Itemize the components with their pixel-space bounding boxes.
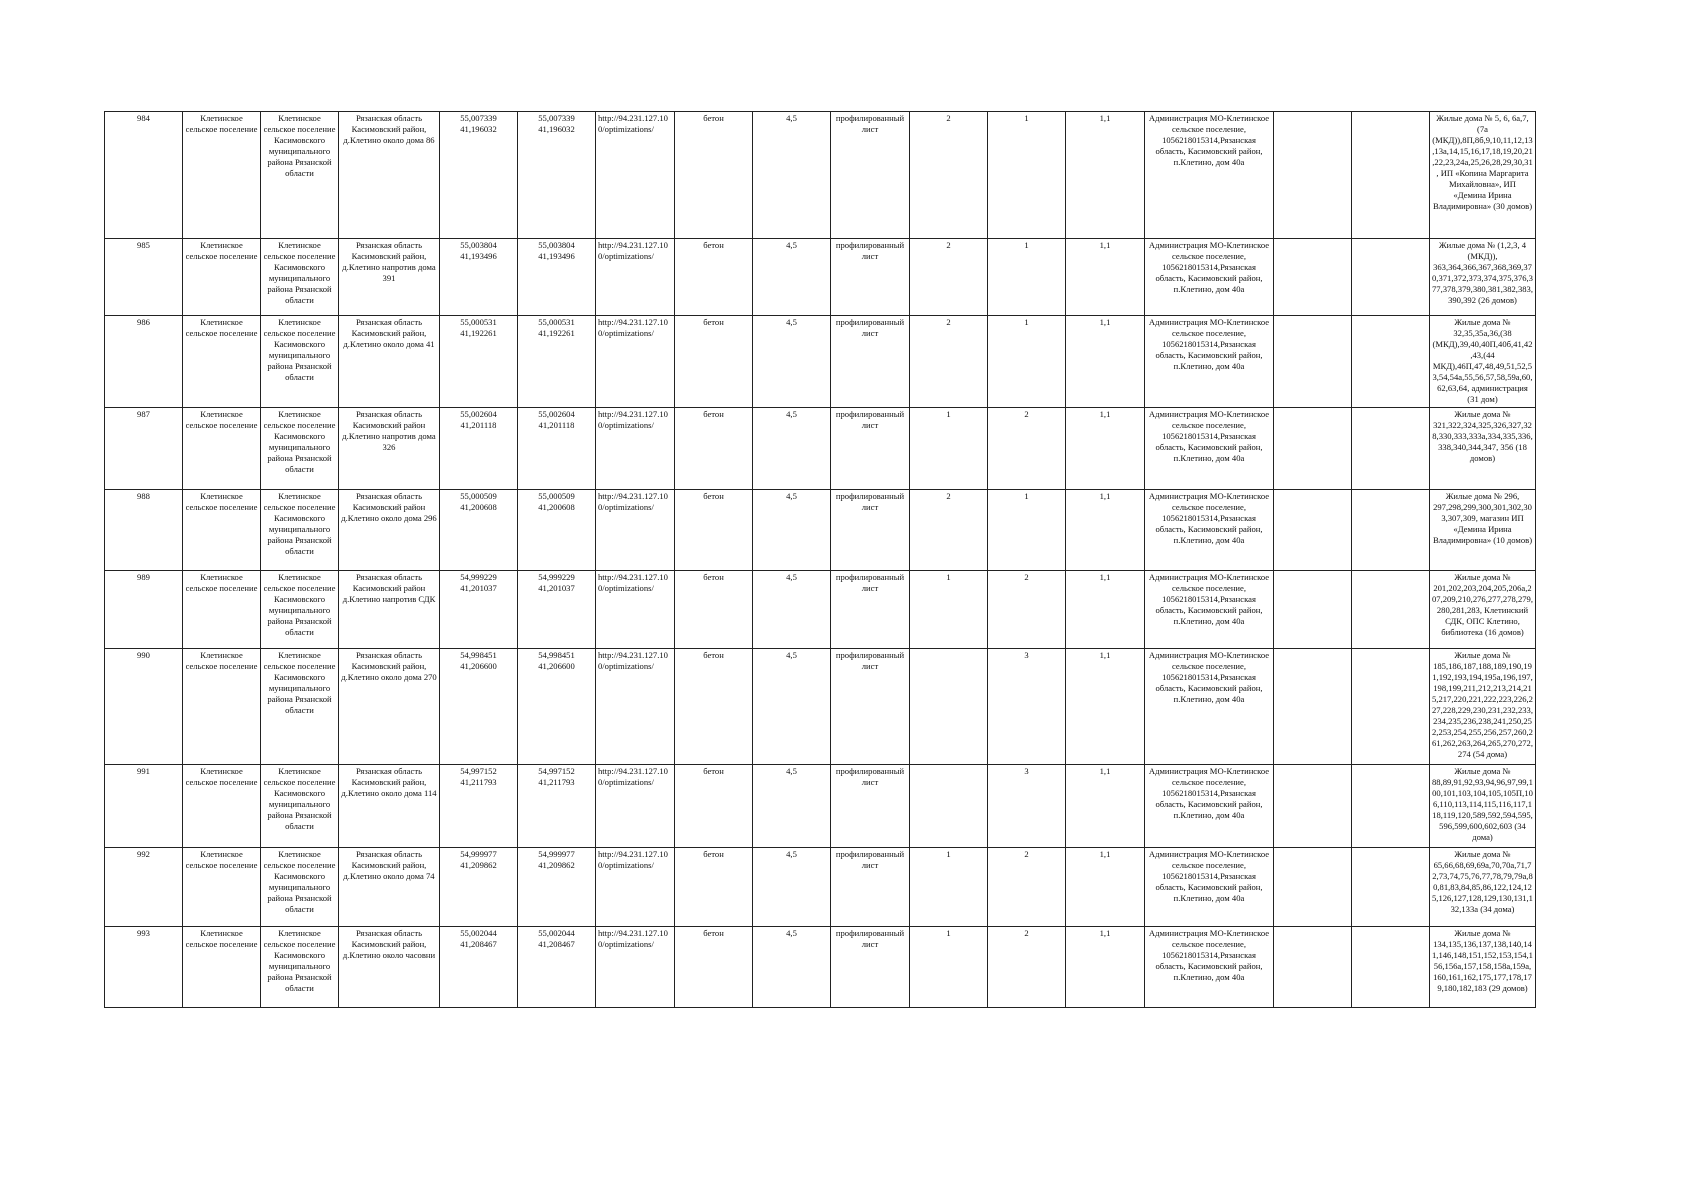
waste-site-registry-table <box>104 111 1536 1008</box>
container-count-cell: 1 <box>988 490 1066 571</box>
link-cell: http://94.231.127.100/optimizations/ <box>596 490 675 571</box>
row-number: 992 <box>105 848 183 927</box>
address-cell: Рязанская область Касимовский район, д.Клетино около часовни <box>339 927 440 1008</box>
row-number: 991 <box>105 765 183 848</box>
owner-cell: Администрация МО-Клетинское сельское поселение, 1056218015314,Рязанская область, Касимовский район, п.Клетино, дом 40а <box>1145 765 1274 848</box>
container-count-cell: 1 <box>910 848 988 927</box>
coordinates-cell: 55,000531 41,192261 <box>440 316 518 408</box>
waste-sources-cell: Жилые дома № (1,2,3, 4 (МКД)), 363,364,366,367,368,369,370,371,372,373,374,375,376,377,378,379,380,381,382,383,390,392 (26 домов) <box>1430 239 1536 316</box>
settlement-cell: Клетинское сельское поселение <box>183 649 261 765</box>
volume-cell: 1,1 <box>1066 571 1145 649</box>
fence-cell: профилированный лист <box>831 765 910 848</box>
settlement-cell: Клетинское сельское поселение <box>183 490 261 571</box>
settlement-cell: Клетинское сельское поселение <box>183 239 261 316</box>
municipality-cell: Клетинское сельское поселение Касимовского муниципального района Рязанской области <box>261 765 339 848</box>
volume-cell: 1,1 <box>1066 112 1145 239</box>
table-row <box>105 239 1536 316</box>
table-row <box>105 927 1536 1008</box>
link-cell: http://94.231.127.100/optimizations/ <box>596 112 675 239</box>
row-number: 984 <box>105 112 183 239</box>
volume-cell: 1,1 <box>1066 765 1145 848</box>
address-cell: Рязанская область Касимовский район, д.Клетино напротив дома 391 <box>339 239 440 316</box>
municipality-cell: Клетинское сельское поселение Касимовского муниципального района Рязанской области <box>261 490 339 571</box>
waste-sources-cell: Жилые дома № 5, 6, 6а,7, (7а (МКД)),8П,8б,9,10,11,12,13,13а,14,15,16,17,18,19,20,21,22,23,24а,25,26,28,29,30,31, ИП «Копина Маргарита Михайловна», ИП «Демина Ирина Владимировна» (30 домов) <box>1430 112 1536 239</box>
address-cell: Рязанская область Касимовский район, д.Клетино около дома 86 <box>339 112 440 239</box>
container-count-cell: 1 <box>910 571 988 649</box>
area-cell: 4,5 <box>753 927 831 1008</box>
empty-cell <box>1352 239 1430 316</box>
waste-sources-cell: Жилые дома № 296, 297,298,299,300,301,302,303,307,309, магазин ИП «Демина Ирина Владимировна» (10 домов) <box>1430 490 1536 571</box>
coordinates-cell: 55,002044 41,208467 <box>440 927 518 1008</box>
volume-cell: 1,1 <box>1066 490 1145 571</box>
waste-sources-cell: Жилые дома № 201,202,203,204,205,206а,207,209,210,276,277,278,279,280,281,283, Клетинский СДК, ОПС Клетино, библиотека (16 домов) <box>1430 571 1536 649</box>
owner-cell: Администрация МО-Клетинское сельское поселение, 1056218015314,Рязанская область, Касимовский район, п.Клетино, дом 40а <box>1145 490 1274 571</box>
fence-cell: профилированный лист <box>831 649 910 765</box>
empty-cell <box>1274 571 1352 649</box>
coordinates-cell: 55,002604 41,201118 <box>440 408 518 490</box>
coordinates-cell: 54,998451 41,206600 <box>518 649 596 765</box>
volume-cell: 1,1 <box>1066 649 1145 765</box>
container-count-cell: 2 <box>910 316 988 408</box>
settlement-cell: Клетинское сельское поселение <box>183 408 261 490</box>
address-cell: Рязанская область Касимовский район, д.Клетино около дома 270 <box>339 649 440 765</box>
waste-sources-cell: Жилые дома № 88,89,91,92,93,94,96,97,99,100,101,103,104,105,105П,106,110,113,114,115,116,117,118,119,120,589,592,594,595,596,599,600,602,603 (34 дома) <box>1430 765 1536 848</box>
address-cell: Рязанская область Касимовский район д.Клетино напротив дома 326 <box>339 408 440 490</box>
coordinates-cell: 54,999977 41,209862 <box>440 848 518 927</box>
waste-sources-cell: Жилые дома № 321,322,324,325,326,327,328,330,333,333а,334,335,336,338,340,344,347, 356 (18 домов) <box>1430 408 1536 490</box>
coordinates-cell: 55,000509 41,200608 <box>440 490 518 571</box>
empty-cell <box>1274 239 1352 316</box>
container-count-cell: 2 <box>988 408 1066 490</box>
container-count-cell: 1 <box>988 112 1066 239</box>
area-cell: 4,5 <box>753 408 831 490</box>
address-cell: Рязанская область Касимовский район д.Клетино около дома 296 <box>339 490 440 571</box>
area-cell: 4,5 <box>753 316 831 408</box>
empty-cell <box>1352 649 1430 765</box>
empty-cell <box>1352 112 1430 239</box>
surface-cell: бетон <box>675 239 753 316</box>
coordinates-cell: 54,998451 41,206600 <box>440 649 518 765</box>
surface-cell: бетон <box>675 765 753 848</box>
empty-cell <box>1274 316 1352 408</box>
row-number: 986 <box>105 316 183 408</box>
table-row <box>105 112 1536 239</box>
address-cell: Рязанская область Касимовский район д.Клетино напротив СДК <box>339 571 440 649</box>
empty-cell <box>1352 316 1430 408</box>
volume-cell: 1,1 <box>1066 927 1145 1008</box>
surface-cell: бетон <box>675 112 753 239</box>
coordinates-cell: 54,999229 41,201037 <box>440 571 518 649</box>
row-number: 990 <box>105 649 183 765</box>
owner-cell: Администрация МО-Клетинское сельское поселение, 1056218015314,Рязанская область, Касимовский район, п.Клетино, дом 40а <box>1145 927 1274 1008</box>
coordinates-cell: 54,999229 41,201037 <box>518 571 596 649</box>
container-count-cell: 1 <box>988 239 1066 316</box>
owner-cell: Администрация МО-Клетинское сельское поселение, 1056218015314,Рязанская область, Касимовский район, п.Клетино, дом 40а <box>1145 571 1274 649</box>
link-cell: http://94.231.127.100/optimizations/ <box>596 239 675 316</box>
waste-sources-cell: Жилые дома № 32,35,35а,36,(38 (МКД),39,40,40П,40б,41,42,43,(44 МКД),46П,47,48,49,51,52,53,54,54а,55,56,57,58,59а,60,62,63,64, администрация (31 дом) <box>1430 316 1536 408</box>
area-cell: 4,5 <box>753 649 831 765</box>
fence-cell: профилированный лист <box>831 408 910 490</box>
row-number: 989 <box>105 571 183 649</box>
link-cell: http://94.231.127.100/optimizations/ <box>596 765 675 848</box>
empty-cell <box>1352 765 1430 848</box>
table-body <box>105 112 1536 1008</box>
surface-cell: бетон <box>675 490 753 571</box>
empty-cell <box>1274 112 1352 239</box>
container-count-cell <box>910 765 988 848</box>
container-count-cell <box>910 649 988 765</box>
waste-sources-cell: Жилые дома № 185,186,187,188,189,190,191,192,193,194,195а,196,197,198,199,211,212,213,214,215,217,220,221,222,223,226,227,228,229,230,231,232,233,234,235,236,238,241,250,252,253,254,255,256,257,260,261,262,263,264,265,270,272,274 (54 дома) <box>1430 649 1536 765</box>
municipality-cell: Клетинское сельское поселение Касимовского муниципального района Рязанской области <box>261 112 339 239</box>
waste-sources-cell: Жилые дома № 65,66,68,69,69а,70,70а,71,72,73,74,75,76,77,78,79,79а,80,81,83,84,85,86,122,124,125,126,127,128,129,130,131,132,133а (34 дома) <box>1430 848 1536 927</box>
owner-cell: Администрация МО-Клетинское сельское поселение, 1056218015314,Рязанская область, Касимовский район, п.Клетино, дом 40а <box>1145 848 1274 927</box>
fence-cell: профилированный лист <box>831 490 910 571</box>
settlement-cell: Клетинское сельское поселение <box>183 927 261 1008</box>
volume-cell: 1,1 <box>1066 848 1145 927</box>
coordinates-cell: 55,002044 41,208467 <box>518 927 596 1008</box>
area-cell: 4,5 <box>753 571 831 649</box>
coordinates-cell: 54,997152 41,211793 <box>518 765 596 848</box>
empty-cell <box>1274 408 1352 490</box>
surface-cell: бетон <box>675 927 753 1008</box>
area-cell: 4,5 <box>753 490 831 571</box>
address-cell: Рязанская область Касимовский район, д.Клетино около дома 41 <box>339 316 440 408</box>
table-row <box>105 490 1536 571</box>
empty-cell <box>1352 490 1430 571</box>
fence-cell: профилированный лист <box>831 112 910 239</box>
fence-cell: профилированный лист <box>831 571 910 649</box>
fence-cell: профилированный лист <box>831 316 910 408</box>
waste-sources-cell: Жилые дома № 134,135,136,137,138,140,141,146,148,151,152,153,154,156,156а,157,158,158а,159а,160,161,162,175,177,178,179,180,182,183 (29 домов) <box>1430 927 1536 1008</box>
coordinates-cell: 55,002604 41,201118 <box>518 408 596 490</box>
row-number: 993 <box>105 927 183 1008</box>
table-row <box>105 571 1536 649</box>
municipality-cell: Клетинское сельское поселение Касимовского муниципального района Рязанской области <box>261 408 339 490</box>
table-row <box>105 408 1536 490</box>
container-count-cell: 2 <box>988 927 1066 1008</box>
empty-cell <box>1352 927 1430 1008</box>
municipality-cell: Клетинское сельское поселение Касимовского муниципального района Рязанской области <box>261 239 339 316</box>
address-cell: Рязанская область Касимовский район, д.Клетино около дома 114 <box>339 765 440 848</box>
volume-cell: 1,1 <box>1066 239 1145 316</box>
empty-cell <box>1274 490 1352 571</box>
link-cell: http://94.231.127.100/optimizations/ <box>596 408 675 490</box>
coordinates-cell: 55,007339 41,196032 <box>518 112 596 239</box>
container-count-cell: 1 <box>910 927 988 1008</box>
surface-cell: бетон <box>675 316 753 408</box>
row-number: 985 <box>105 239 183 316</box>
area-cell: 4,5 <box>753 112 831 239</box>
surface-cell: бетон <box>675 848 753 927</box>
empty-cell <box>1352 408 1430 490</box>
surface-cell: бетон <box>675 571 753 649</box>
area-cell: 4,5 <box>753 765 831 848</box>
area-cell: 4,5 <box>753 239 831 316</box>
coordinates-cell: 55,007339 41,196032 <box>440 112 518 239</box>
settlement-cell: Клетинское сельское поселение <box>183 765 261 848</box>
surface-cell: бетон <box>675 649 753 765</box>
table-row <box>105 765 1536 848</box>
container-count-cell: 2 <box>988 571 1066 649</box>
settlement-cell: Клетинское сельское поселение <box>183 848 261 927</box>
address-cell: Рязанская область Касимовский район, д.Клетино около дома 74 <box>339 848 440 927</box>
empty-cell <box>1352 848 1430 927</box>
empty-cell <box>1274 848 1352 927</box>
owner-cell: Администрация МО-Клетинское сельское поселение, 1056218015314,Рязанская область, Касимовский район, п.Клетино, дом 40а <box>1145 239 1274 316</box>
municipality-cell: Клетинское сельское поселение Касимовского муниципального района Рязанской области <box>261 927 339 1008</box>
container-count-cell: 2 <box>910 239 988 316</box>
container-count-cell: 1 <box>910 408 988 490</box>
table-row <box>105 848 1536 927</box>
container-count-cell: 3 <box>988 649 1066 765</box>
link-cell: http://94.231.127.100/optimizations/ <box>596 571 675 649</box>
table-row <box>105 649 1536 765</box>
fence-cell: профилированный лист <box>831 927 910 1008</box>
surface-cell: бетон <box>675 408 753 490</box>
fence-cell: профилированный лист <box>831 848 910 927</box>
owner-cell: Администрация МО-Клетинское сельское поселение, 1056218015314,Рязанская область, Касимовский район, п.Клетино, дом 40а <box>1145 649 1274 765</box>
municipality-cell: Клетинское сельское поселение Касимовского муниципального района Рязанской области <box>261 316 339 408</box>
table-row <box>105 316 1536 408</box>
settlement-cell: Клетинское сельское поселение <box>183 112 261 239</box>
coordinates-cell: 54,999977 41,209862 <box>518 848 596 927</box>
settlement-cell: Клетинское сельское поселение <box>183 571 261 649</box>
coordinates-cell: 55,000531 41,192261 <box>518 316 596 408</box>
link-cell: http://94.231.127.100/optimizations/ <box>596 848 675 927</box>
container-count-cell: 2 <box>910 112 988 239</box>
coordinates-cell: 55,003804 41,193496 <box>440 239 518 316</box>
container-count-cell: 2 <box>910 490 988 571</box>
fence-cell: профилированный лист <box>831 239 910 316</box>
owner-cell: Администрация МО-Клетинское сельское поселение, 1056218015314,Рязанская область, Касимовский район, п.Клетино, дом 40а <box>1145 316 1274 408</box>
owner-cell: Администрация МО-Клетинское сельское поселение, 1056218015314,Рязанская область, Касимовский район, п.Клетино, дом 40а <box>1145 112 1274 239</box>
coordinates-cell: 54,997152 41,211793 <box>440 765 518 848</box>
empty-cell <box>1274 765 1352 848</box>
municipality-cell: Клетинское сельское поселение Касимовского муниципального района Рязанской области <box>261 571 339 649</box>
coordinates-cell: 55,003804 41,193496 <box>518 239 596 316</box>
settlement-cell: Клетинское сельское поселение <box>183 316 261 408</box>
empty-cell <box>1274 927 1352 1008</box>
empty-cell <box>1274 649 1352 765</box>
container-count-cell: 3 <box>988 765 1066 848</box>
municipality-cell: Клетинское сельское поселение Касимовского муниципального района Рязанской области <box>261 649 339 765</box>
container-count-cell: 1 <box>988 316 1066 408</box>
coordinates-cell: 55,000509 41,200608 <box>518 490 596 571</box>
municipality-cell: Клетинское сельское поселение Касимовского муниципального района Рязанской области <box>261 848 339 927</box>
volume-cell: 1,1 <box>1066 316 1145 408</box>
link-cell: http://94.231.127.100/optimizations/ <box>596 316 675 408</box>
row-number: 988 <box>105 490 183 571</box>
container-count-cell: 2 <box>988 848 1066 927</box>
link-cell: http://94.231.127.100/optimizations/ <box>596 649 675 765</box>
link-cell: http://94.231.127.100/optimizations/ <box>596 927 675 1008</box>
owner-cell: Администрация МО-Клетинское сельское поселение, 1056218015314,Рязанская область, Касимовский район, п.Клетино, дом 40а <box>1145 408 1274 490</box>
volume-cell: 1,1 <box>1066 408 1145 490</box>
empty-cell <box>1352 571 1430 649</box>
row-number: 987 <box>105 408 183 490</box>
area-cell: 4,5 <box>753 848 831 927</box>
